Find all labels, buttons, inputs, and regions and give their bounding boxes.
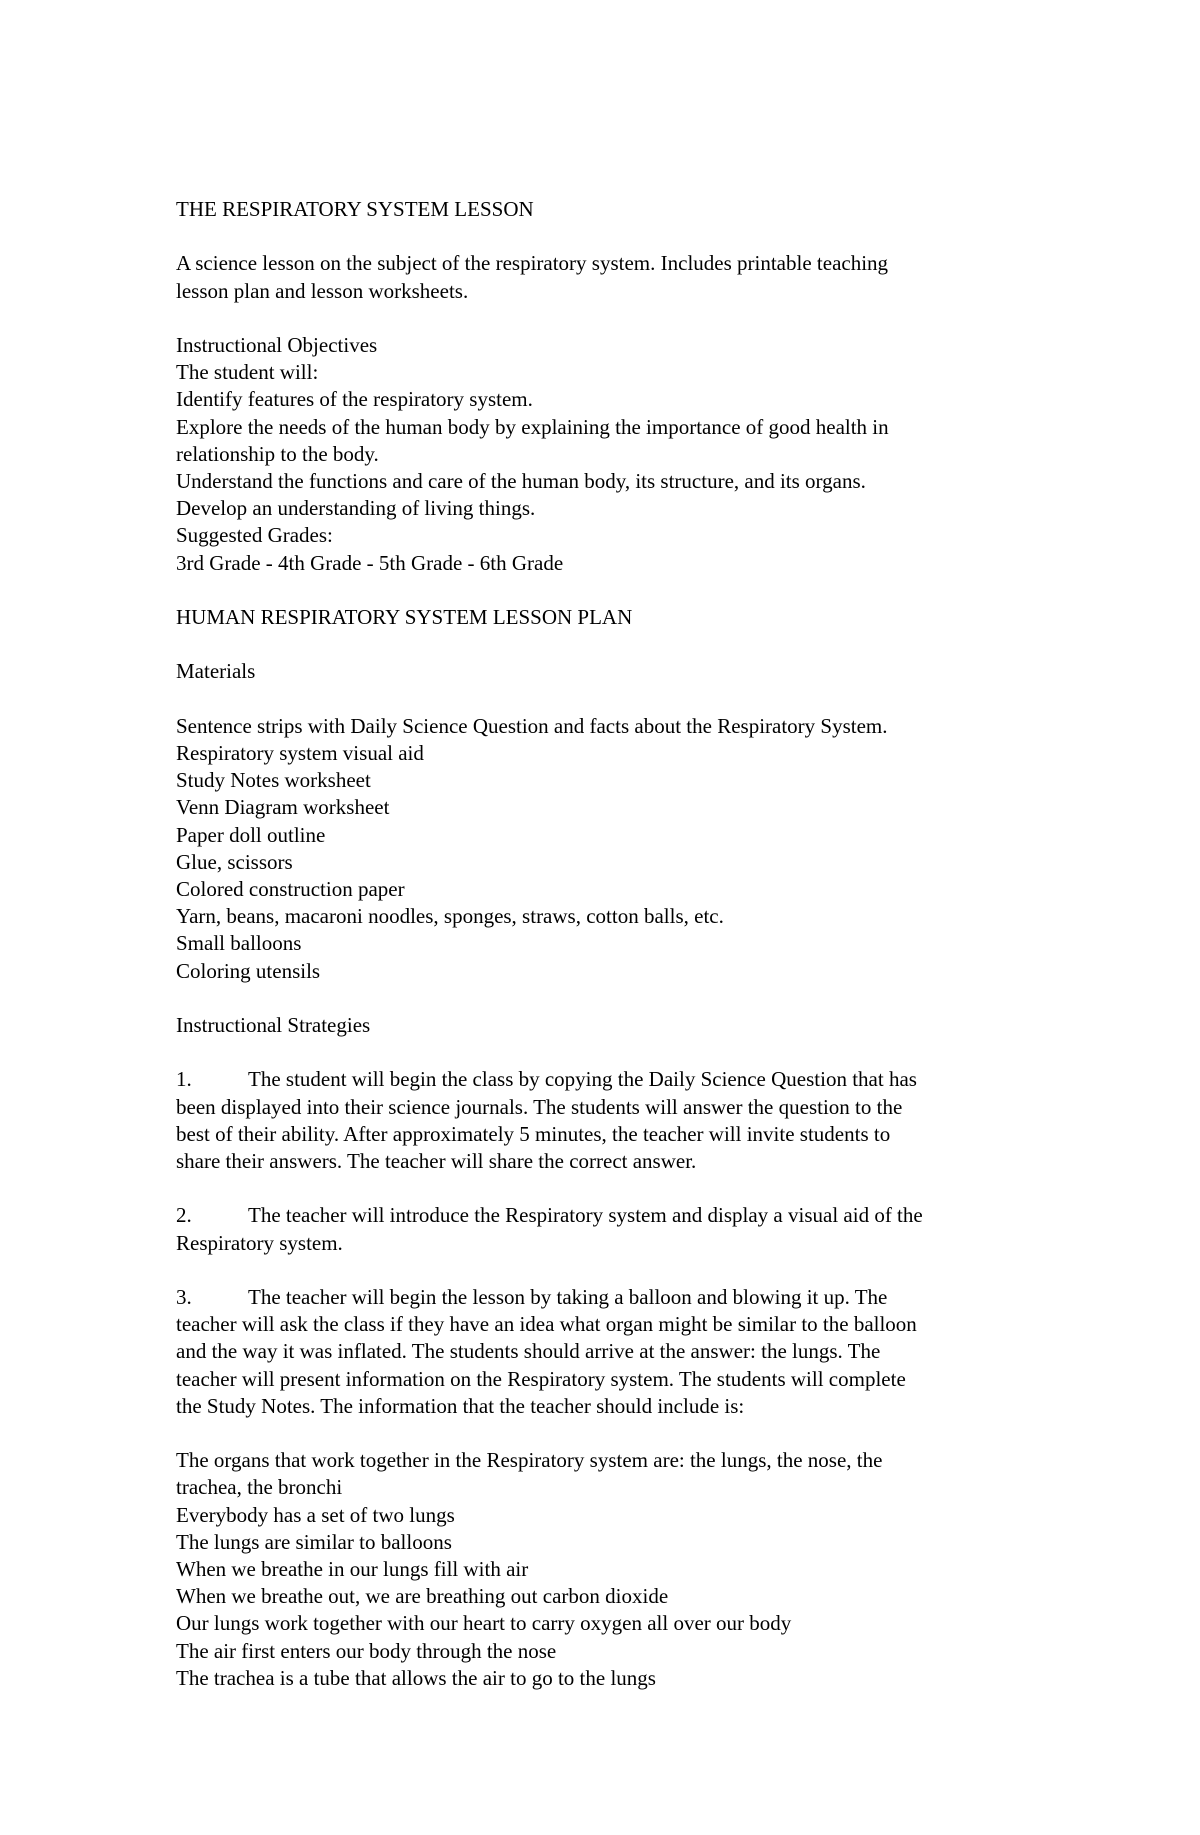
step-line: The teacher will begin the lesson by taking a balloon and blowing it up. The (248, 1284, 888, 1309)
intro-line: lesson plan and lesson worksheets. (176, 278, 469, 303)
spacer (176, 305, 1016, 332)
spacer (176, 631, 1016, 658)
objective-item: Explore the needs of the human body by explaining the importance of good health in (176, 414, 889, 439)
fact-item: trachea, the bronchi (176, 1475, 343, 1500)
material-item: Paper doll outline (176, 822, 326, 847)
fact-item: The air first enters our body through the nose (176, 1638, 557, 1663)
material-item: Colored construction paper (176, 877, 405, 901)
fact-item: The organs that work together in the Respiratory system are: the lungs, the nose, the (176, 1448, 883, 1473)
step-line: been displayed into their science journals. The students will answer the question to the (176, 1094, 903, 1119)
material-item: Study Notes worksheet (176, 768, 371, 793)
objectives-heading: Instructional Objectives (176, 332, 378, 357)
spacer (176, 686, 1016, 713)
step-line: teacher will ask the class if they have an idea what organ might be similar to the balloon (176, 1312, 917, 1337)
strategies-heading: Instructional Strategies (176, 1013, 371, 1037)
objective-item: Develop an understanding of living things. (176, 496, 536, 521)
grades-list: 3rd Grade - 4th Grade - 5th Grade - 6th Grade (176, 550, 564, 575)
step-line: the Study Notes. The information that the teacher should include is: (176, 1393, 745, 1418)
objective-item: Identify features of the respiratory system. (176, 387, 533, 412)
material-item: Venn Diagram worksheet (176, 795, 390, 820)
spacer (176, 1039, 1016, 1066)
material-item: Coloring utensils (176, 958, 321, 983)
fact-item: Everybody has a set of two lungs (176, 1502, 455, 1527)
fact-item: The trachea is a tube that allows the air to go to the lungs (176, 1665, 656, 1690)
document-page (176, 196, 1016, 1692)
step-number: 1. (176, 1067, 192, 1092)
objectives-lead: The student will: (176, 360, 319, 385)
fact-item: When we breathe out, we are breathing out carbon dioxide (176, 1584, 669, 1609)
materials-heading: Materials (176, 659, 256, 684)
step-line: best of their ability. After approximately 5 minutes, the teacher will invite students to (176, 1121, 891, 1146)
step-number: 3. (176, 1284, 192, 1309)
step-line: teacher will present information on the Respiratory system. The students will complete (176, 1366, 906, 1391)
step-number: 2. (176, 1203, 192, 1228)
document-title: THE RESPIRATORY SYSTEM LESSON (176, 197, 534, 221)
fact-item: When we breathe in our lungs fill with air (176, 1557, 529, 1581)
spacer (176, 223, 1016, 250)
step-line: The teacher will introduce the Respiratory system and display a visual aid of the (248, 1203, 923, 1228)
material-item: Respiratory system visual aid (176, 740, 424, 765)
strategy-step-1 (176, 1066, 1016, 1093)
grades-label: Suggested Grades: (176, 523, 333, 548)
material-item: Yarn, beans, macaroni noodles, sponges, straws, cotton balls, etc. (176, 904, 724, 929)
strategy-step-3 (176, 1284, 1016, 1311)
objective-item: relationship to the body. (176, 441, 379, 466)
step-line: share their answers. The teacher will share the correct answer. (176, 1149, 697, 1173)
fact-item: The lungs are similar to balloons (176, 1529, 452, 1554)
objective-item: Understand the functions and care of the human body, its structure, and its organs. (176, 469, 866, 493)
intro-line: A science lesson on the subject of the respiratory system. Includes printable teaching (176, 251, 889, 276)
fact-item: Our lungs work together with our heart to carry oxygen all over our body (176, 1611, 792, 1636)
material-item: Sentence strips with Daily Science Question and facts about the Respiratory System. (176, 713, 888, 738)
lesson-plan-title: HUMAN RESPIRATORY SYSTEM LESSON PLAN (176, 605, 633, 629)
spacer (176, 1257, 1016, 1284)
material-item: Glue, scissors (176, 849, 293, 874)
step-line: The student will begin the class by copying the Daily Science Question that has (248, 1067, 917, 1092)
step-line: Respiratory system. (176, 1230, 343, 1255)
step-line: and the way it was inflated. The students should arrive at the answer: the lungs. The (176, 1339, 881, 1364)
spacer (176, 1420, 1016, 1447)
strategy-step-2 (176, 1202, 1016, 1229)
spacer (176, 577, 1016, 604)
material-item: Small balloons (176, 931, 302, 956)
spacer (176, 1175, 1016, 1202)
spacer (176, 985, 1016, 1012)
